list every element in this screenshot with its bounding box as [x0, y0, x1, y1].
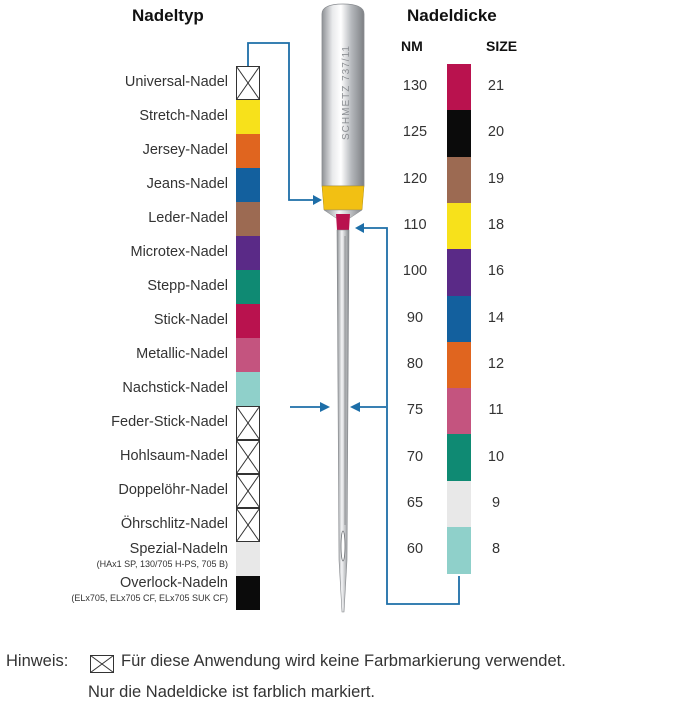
- crossed-box-icon: [90, 655, 114, 673]
- type-label-stretch: Stretch-Nadel: [139, 108, 228, 124]
- needle-eye: [341, 531, 345, 561]
- size-value: 10: [487, 448, 505, 465]
- size-value: 19: [487, 170, 505, 187]
- nm-value: 80: [406, 355, 424, 372]
- needle-band-upper: [322, 186, 364, 210]
- nm-value: 125: [402, 124, 428, 141]
- nm-value: 130: [402, 78, 428, 95]
- nm-value: 65: [406, 494, 424, 511]
- nm-value: 110: [403, 217, 427, 234]
- size-value: 18: [487, 217, 505, 234]
- type-label-metallic: Metallic-Nadel: [136, 346, 228, 362]
- type-label-overlock: Overlock-Nadeln: [120, 575, 228, 591]
- size-value: 11: [488, 402, 504, 419]
- type-label-jeans: Jeans-Nadel: [146, 176, 228, 192]
- size-value: 20: [487, 124, 505, 141]
- size-value: 8: [491, 541, 501, 558]
- nm-value: 75: [406, 402, 424, 419]
- nm-value: 90: [406, 309, 424, 326]
- arrow-type-to-needle: [248, 43, 315, 200]
- note-line-1: Für diese Anwendung wird keine Farbmarkierung verwendet.: [121, 652, 566, 670]
- type-label-stepp: Stepp-Nadel: [147, 278, 228, 294]
- size-value: 14: [487, 309, 505, 326]
- type-sublabel-spezial: (HAx1 SP, 130/705 H-PS, 705 B): [96, 559, 228, 569]
- type-label-jersey: Jersey-Nadel: [142, 142, 228, 158]
- arrow-thickness-to-needle: [362, 228, 459, 604]
- nadeltyp-heading: Nadeltyp: [132, 6, 204, 25]
- type-label-doppeloehr: Doppelöhr-Nadel: [118, 482, 228, 498]
- size-column-header: SIZE: [486, 38, 518, 54]
- size-value: 16: [487, 263, 505, 280]
- type-label-stick: Stick-Nadel: [153, 312, 228, 328]
- type-label-microtex: Microtex-Nadel: [130, 244, 228, 260]
- needle-engraving: SCHMETZ 737/11: [341, 45, 352, 140]
- nm-value: 60: [406, 541, 424, 558]
- size-value: 9: [491, 494, 501, 511]
- type-label-universal: Universal-Nadel: [124, 74, 228, 90]
- type-label-oehrschlitz: Öhrschlitz-Nadel: [120, 516, 228, 532]
- needle-band-lower: [336, 214, 350, 230]
- type-label-nachstick: Nachstick-Nadel: [122, 380, 228, 396]
- nm-value: 70: [406, 448, 424, 465]
- nm-value: 100: [402, 263, 428, 280]
- type-label-spezial: Spezial-Nadeln: [129, 541, 228, 557]
- size-value: 12: [487, 355, 505, 372]
- note-line-2: Nur die Nadeldicke ist farblich markiert.: [88, 683, 376, 701]
- type-sublabel-overlock: (ELx705, ELx705 CF, ELx705 SUK CF): [71, 593, 228, 603]
- size-value: 21: [487, 78, 505, 95]
- type-label-feder-stick: Feder-Stick-Nadel: [111, 414, 228, 430]
- nm-value: 120: [402, 170, 428, 187]
- type-label-leder: Leder-Nadel: [148, 210, 228, 226]
- type-label-hohlsaum: Hohlsaum-Nadel: [120, 448, 228, 464]
- nadeldicke-heading: Nadeldicke: [407, 6, 497, 25]
- nm-column-header: NM: [401, 38, 423, 54]
- note-prefix: Hinweis:: [6, 652, 69, 670]
